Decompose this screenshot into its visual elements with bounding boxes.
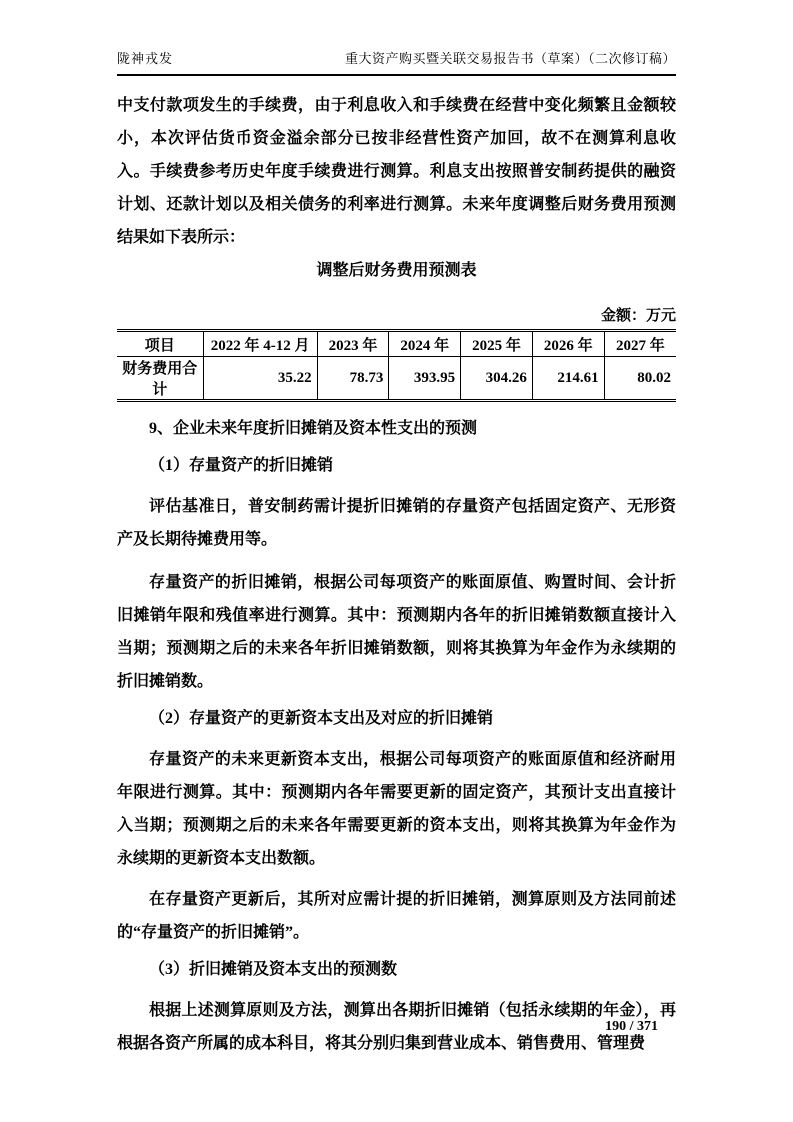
value-2023: 78.73 bbox=[317, 357, 389, 401]
page-header bbox=[117, 48, 676, 76]
value-2024: 393.95 bbox=[389, 357, 461, 401]
page-number: 190 / 371 bbox=[605, 1019, 658, 1034]
heading-sub-3: （3）折旧摊销及资本支出的预测数 bbox=[149, 961, 398, 978]
value-2022: 35.22 bbox=[203, 357, 317, 401]
value-2025: 304.26 bbox=[461, 357, 533, 401]
paragraph-2a: 存量资产的未来更新资本支出，根据公司每项资产的账面原值和经济耐用年限进行测算。其中：预测期内各年需要更新的固定资产，其预计支出直接计入当期；预测期之后的未来各年需要更新的资本支出，则将其换算为年金作为永续期的更新资本支出数额。 bbox=[117, 751, 676, 867]
heading-sub-1: （1）存量资产的折旧摊销 bbox=[149, 457, 334, 474]
paragraph-3a: 根据上述测算原则及方法，测算出各期折旧摊销（包括永续期的年金），再根据各资产所属的成本科目，将其分别归集到营业成本、销售费用、管理费 bbox=[117, 1002, 676, 1052]
heading-section-9: 9、企业未来年度折旧摊销及资本性支出的预测 bbox=[149, 420, 478, 437]
paragraph-continuation: 中支付款项发生的手续费，由于利息收入和手续费在经营中变化频繁且金额较小，本次评估货币资金溢余部分已按非经营性资产加回，故不在测算利息收入。手续费参考历史年度手续费进行测算。利息支出按照普安制药提供的融资计划、还款计划以及相关债务的利率进行测算。未来年度调整后财务费用预测结果如下表所示： bbox=[117, 97, 676, 246]
table-row bbox=[117, 357, 676, 401]
col-header-2023: 2023 年 bbox=[317, 331, 389, 357]
table-header-row bbox=[117, 331, 676, 357]
value-2026: 214.61 bbox=[532, 357, 604, 401]
amount-unit-note: 金额：万元 bbox=[600, 308, 676, 324]
header-report-title: 重大资产购买暨关联交易报告书（草案）（二次修订稿） bbox=[344, 51, 676, 66]
financial-expense-forecast-table bbox=[117, 329, 676, 402]
col-header-2022: 2022 年 4-12 月 bbox=[203, 331, 317, 357]
col-header-item: 项目 bbox=[117, 331, 203, 357]
header-company-name: 陇神戎发 bbox=[117, 51, 174, 66]
col-header-2026: 2026 年 bbox=[532, 331, 604, 357]
heading-sub-2: （2）存量资产的更新资本支出及对应的折旧摊销 bbox=[149, 710, 494, 727]
paragraph-1a: 评估基准日，普安制药需计提折旧摊销的存量资产包括固定资产、无形资产及长期待摊费用等。 bbox=[117, 498, 676, 548]
col-header-2024: 2024 年 bbox=[389, 331, 461, 357]
col-header-2025: 2025 年 bbox=[461, 331, 533, 357]
value-2027: 80.02 bbox=[604, 357, 676, 401]
paragraph-1b: 存量资产的折旧摊销，根据公司每项资产的账面原值、购置时间、会计折旧摊销年限和残值率进行测算。其中：预测期内各年的折旧摊销数额直接计入当期；预测期之后的未来各年折旧摊销数额，则将其换算为年金作为永续期的折旧摊销数。 bbox=[117, 574, 676, 690]
row-label-total-financial-expense: 财务费用合计 bbox=[122, 361, 198, 398]
paragraph-2b: 在存量资产更新后，其所对应需计提的折旧摊销，测算原则及方法同前述的“存量资产的折旧摊销”。 bbox=[117, 891, 676, 941]
table-title: 调整后财务费用预测表 bbox=[316, 262, 477, 279]
col-header-2027: 2027 年 bbox=[604, 331, 676, 357]
